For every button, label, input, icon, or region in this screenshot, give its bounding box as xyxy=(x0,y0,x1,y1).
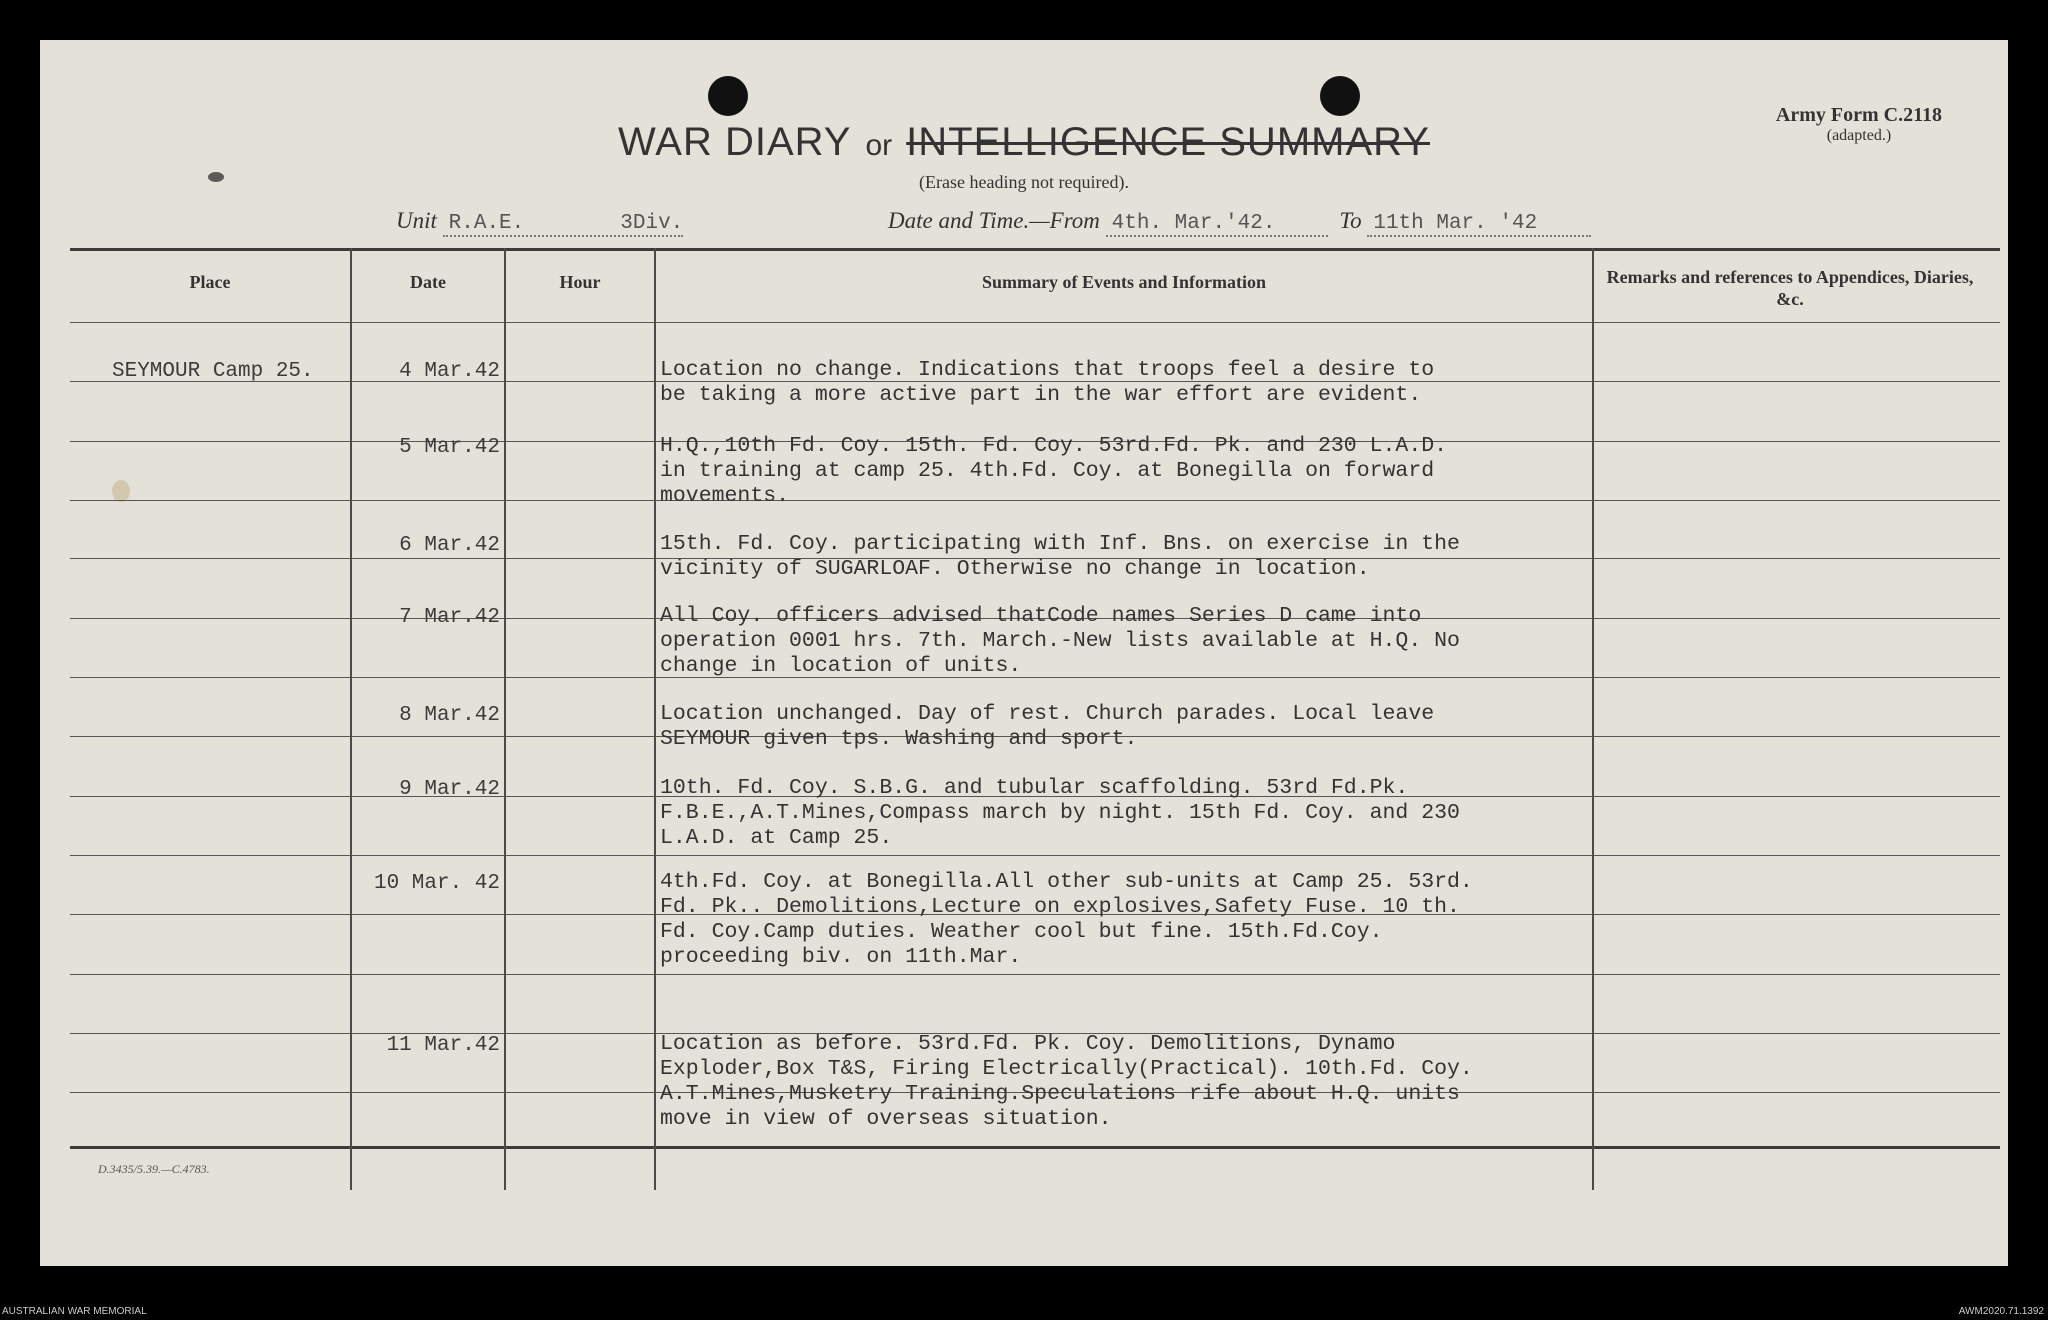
table-top-rule xyxy=(70,248,2000,251)
column-header-date: Date xyxy=(410,272,446,292)
row-rule xyxy=(70,855,2000,856)
to-date-value: 11th Mar. '42 xyxy=(1367,212,1591,237)
punch-hole-left xyxy=(708,76,748,116)
to-label: To xyxy=(1339,208,1362,233)
table-bottom-rule xyxy=(70,1146,2000,1149)
entry-date: 7 Mar.42 xyxy=(399,606,500,629)
entry-summary: 15th. Fd. Coy. participating with Inf. Bns. on exercise in the vicinity of SUGARLOAF. Otherwise no change in location. xyxy=(660,532,1460,581)
column-header-place: Place xyxy=(189,272,231,292)
erase-note: (Erase heading not required). xyxy=(919,172,1129,192)
entry-summary: Location no change. Indications that troops feel a desire to be taking a more active part in the war effort are evident. xyxy=(660,358,1435,407)
form-number-label: Army Form C.2118 xyxy=(1775,104,1942,126)
entry-summary: H.Q.,10th Fd. Coy. 15th. Fd. Coy. 53rd.Fd. Pk. and 230 L.A.D. in training at camp 25. 4th.Fd. Coy. at Bonegilla on forward movements. xyxy=(660,434,1448,508)
from-date-value: 4th. Mar.'42. xyxy=(1106,212,1328,237)
entry-summary: Location unchanged. Day of rest. Church parades. Local leave SEYMOUR given tps. Washing and sport. xyxy=(660,702,1435,751)
punch-hole-right xyxy=(1320,76,1360,116)
date-line xyxy=(888,208,1591,237)
column-divider xyxy=(504,248,506,1190)
entry-summary: Location as before. 53rd.Fd. Pk. Coy. Demolitions, Dynamo Exploder,Box T&S, Firing Electrically(Practical). 10th.Fd. Coy. A.T.Mines,Musketry Training.Speculations rife about H.Q. units move in view of overseas situation. xyxy=(660,1032,1473,1131)
title-intelligence-summary: INTELLIGENCE SUMMARY xyxy=(906,120,1430,164)
entry-place: SEYMOUR Camp 25. xyxy=(112,360,314,383)
row-rule xyxy=(70,974,2000,975)
print-code: D.3435/5.39.—C.4783. xyxy=(98,1162,210,1176)
entry-date: 4 Mar.42 xyxy=(399,360,500,383)
column-header-summary: Summary of Events and Information xyxy=(981,272,1267,292)
unit-label: Unit xyxy=(396,208,437,233)
date-time-label: Date and Time.—From xyxy=(888,208,1100,233)
column-header-remarks: Remarks and references to Appendices, Diaries, &c. xyxy=(1606,267,1974,309)
title-or: or xyxy=(865,129,893,162)
entry-date: 9 Mar.42 xyxy=(399,778,500,801)
form-title xyxy=(40,120,2008,165)
entry-date: 5 Mar.42 xyxy=(399,436,500,459)
title-war-diary: WAR DIARY xyxy=(618,120,852,164)
header-rule xyxy=(70,322,2000,323)
form-adapted-label: (adapted.) xyxy=(1826,127,1892,144)
archive-credit: AUSTRALIAN WAR MEMORIAL xyxy=(2,1306,147,1317)
entry-date: 10 Mar. 42 xyxy=(373,872,500,895)
column-header-hour: Hour xyxy=(559,272,601,292)
diary-page xyxy=(40,40,2008,1266)
form-number xyxy=(1776,104,1942,145)
paper-stain xyxy=(112,480,130,502)
archive-reference: AWM2020.71.1392 xyxy=(1958,1306,2044,1317)
entry-summary: All Coy. officers advised thatCode names Series D came into operation 0001 hrs. 7th. March.-New lists available at H.Q. No change in location of units. xyxy=(660,604,1460,678)
unit-value: R.A.E. 3Div. xyxy=(443,212,683,237)
entry-date: 11 Mar.42 xyxy=(386,1034,500,1057)
column-divider xyxy=(654,248,656,1190)
entry-date: 6 Mar.42 xyxy=(399,534,500,557)
entry-date: 8 Mar.42 xyxy=(399,704,500,727)
entry-summary: 4th.Fd. Coy. at Bonegilla.All other sub-units at Camp 25. 53rd. Fd. Pk.. Demolitions,Lecture on explosives,Safety Fuse. 10 th. Fd. Coy.Camp duties. Weather cool but fine. 15th.Fd.Coy. proceeding biv. on 11th.Mar. xyxy=(660,870,1473,969)
unit-line xyxy=(396,208,683,237)
entry-summary: 10th. Fd. Coy. S.B.G. and tubular scaffolding. 53rd Fd.Pk. F.B.E.,A.T.Mines,Compass march by night. 15th Fd. Coy. and 230 L.A.D. at Camp 25. xyxy=(660,776,1460,850)
